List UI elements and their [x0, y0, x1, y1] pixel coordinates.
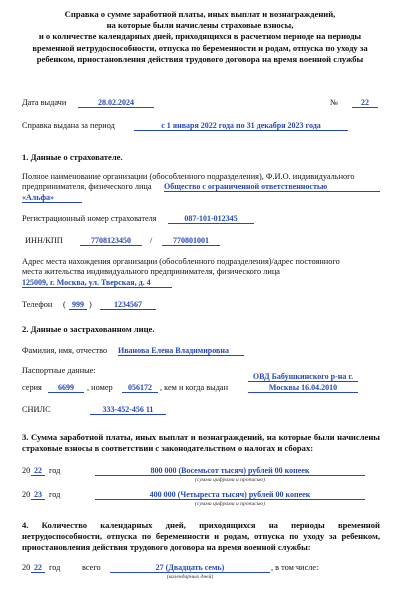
period-label: Справка выдана за период — [22, 121, 115, 130]
phone-paren-open: ( — [63, 300, 66, 309]
passport-number-value: 056172 — [122, 383, 158, 393]
s3-row2-prefix: 20 — [22, 490, 31, 499]
s3-row1-year: 22 — [31, 466, 45, 476]
address-value: 125009, г. Москва, ул. Тверская, д. 4 — [22, 278, 172, 288]
period-value: с 1 января 2022 года по 31 декабря 2023 года — [134, 121, 348, 131]
document-title — [8, 9, 392, 65]
s4-prefix: 20 — [22, 563, 31, 572]
reg-number-label: Регистрационный номер страхователя — [22, 214, 157, 223]
section-1-heading: 1. Данные о страхователе. — [22, 152, 123, 162]
reg-number-value: 087-101-012345 — [168, 214, 254, 224]
snils-value: 333-452-456 11 — [90, 405, 166, 415]
inn-kpp-separator: / — [150, 236, 153, 245]
s3-row2-caption: (сумма цифрами и прописью) — [195, 501, 265, 507]
address-text-1: Адрес места нахождения организации (обособленного подразделения)/адрес постоянного — [22, 257, 340, 266]
passport-series-value: 6699 — [48, 383, 84, 393]
insurer-name-value-2: «Альфа» — [22, 193, 82, 203]
snils-label: СНИЛС — [22, 405, 51, 414]
phone-paren-close: ) — [89, 300, 92, 309]
s4-tail: , в том числе: — [271, 563, 319, 572]
section-2-heading: 2. Данные о застрахованном лице. — [22, 324, 155, 334]
issue-date-value: 28.02.2024 — [78, 98, 154, 108]
s4-days-value: 27 (Двадцать семь) — [110, 563, 270, 573]
s3-row2-year-label: год — [49, 490, 61, 499]
s3-row2-amount: 400 000 (Четыреста тысяч) рублей 00 копеек — [95, 490, 365, 500]
phone-code: 999 — [69, 300, 87, 310]
address-text-2: места жительства индивидуального предпринимателя, физического лица — [22, 267, 280, 276]
s4-total-label: всего — [82, 563, 101, 572]
passport-number-label: , номер — [87, 383, 113, 392]
passport-label: Паспортные данные: — [22, 366, 96, 375]
passport-series-label: серия — [22, 383, 42, 392]
insurer-name-value-1: Общество с ограниченной ответственностью — [164, 182, 380, 192]
s3-row1-amount: 800 000 (Восемьсот тысяч) рублей 00 копеек — [95, 466, 365, 476]
inn-kpp-label: ИНН/КПП — [25, 236, 63, 245]
fio-value: Иванова Елена Владимировна — [118, 346, 244, 356]
insurer-name-text-2: предпринимателя, физического лица — [22, 182, 152, 191]
section-4-heading: 4. Количество календарных дней, приходящихся на периоды временной нетрудоспособности, отпуска по беременности и родам, отпуска по уходу за ребенком, приостановления действия трудового договора на время военной службы: — [22, 520, 380, 552]
s4-year: 22 — [31, 563, 45, 573]
number-value: 22 — [352, 98, 378, 108]
phone-number: 1234567 — [100, 300, 156, 310]
fio-label: Фамилия, имя, отчество — [22, 346, 108, 355]
phone-label: Телефон — [22, 300, 53, 309]
number-label: № — [330, 98, 338, 107]
passport-issued-label: , кем и когда выдан — [160, 383, 229, 392]
title-line-4: временной нетрудоспособности, отпуска по беременности и родам, отпуска по уходу за — [32, 42, 368, 53]
s3-row2-year: 23 — [31, 490, 45, 500]
s3-row1-year-label: год — [49, 466, 61, 475]
s4-caption: (календарных дней) — [166, 574, 214, 580]
insurer-name-text-1: Полное наименование организации (обособленного подразделения), Ф.И.О. индивидуального — [22, 172, 355, 181]
passport-issued-value-1: ОВД Бабушкинского р-на г. — [248, 372, 358, 382]
issue-date-label: Дата выдачи — [22, 98, 67, 107]
s3-row1-prefix: 20 — [22, 466, 31, 475]
inn-value: 7708123450 — [80, 236, 142, 246]
s4-year-label: год — [49, 563, 61, 572]
section-3-heading: 3. Сумма заработной платы, иных выплат и вознаграждений, на которые были начислены страховые взносы в соответствии с законодательством о налогах и сборах: — [22, 432, 380, 453]
kpp-value: 770801001 — [162, 236, 220, 246]
title-line-5: ребенком, приостановления действия трудового договора на время военной службы — [36, 53, 364, 64]
title-line-3: и о количестве календарных дней, приходящихся в расчетном периоде на периоды — [38, 31, 362, 42]
title-line-2: на которые были начислены страховые взносы, — [106, 20, 294, 31]
passport-issued-value-2: Москвы 16.04.2010 — [248, 383, 358, 393]
s3-row1-caption: (сумма цифрами и прописью) — [195, 477, 265, 483]
title-line-1: Справка о сумме заработной платы, иных выплат и вознаграждений, — [64, 9, 336, 19]
